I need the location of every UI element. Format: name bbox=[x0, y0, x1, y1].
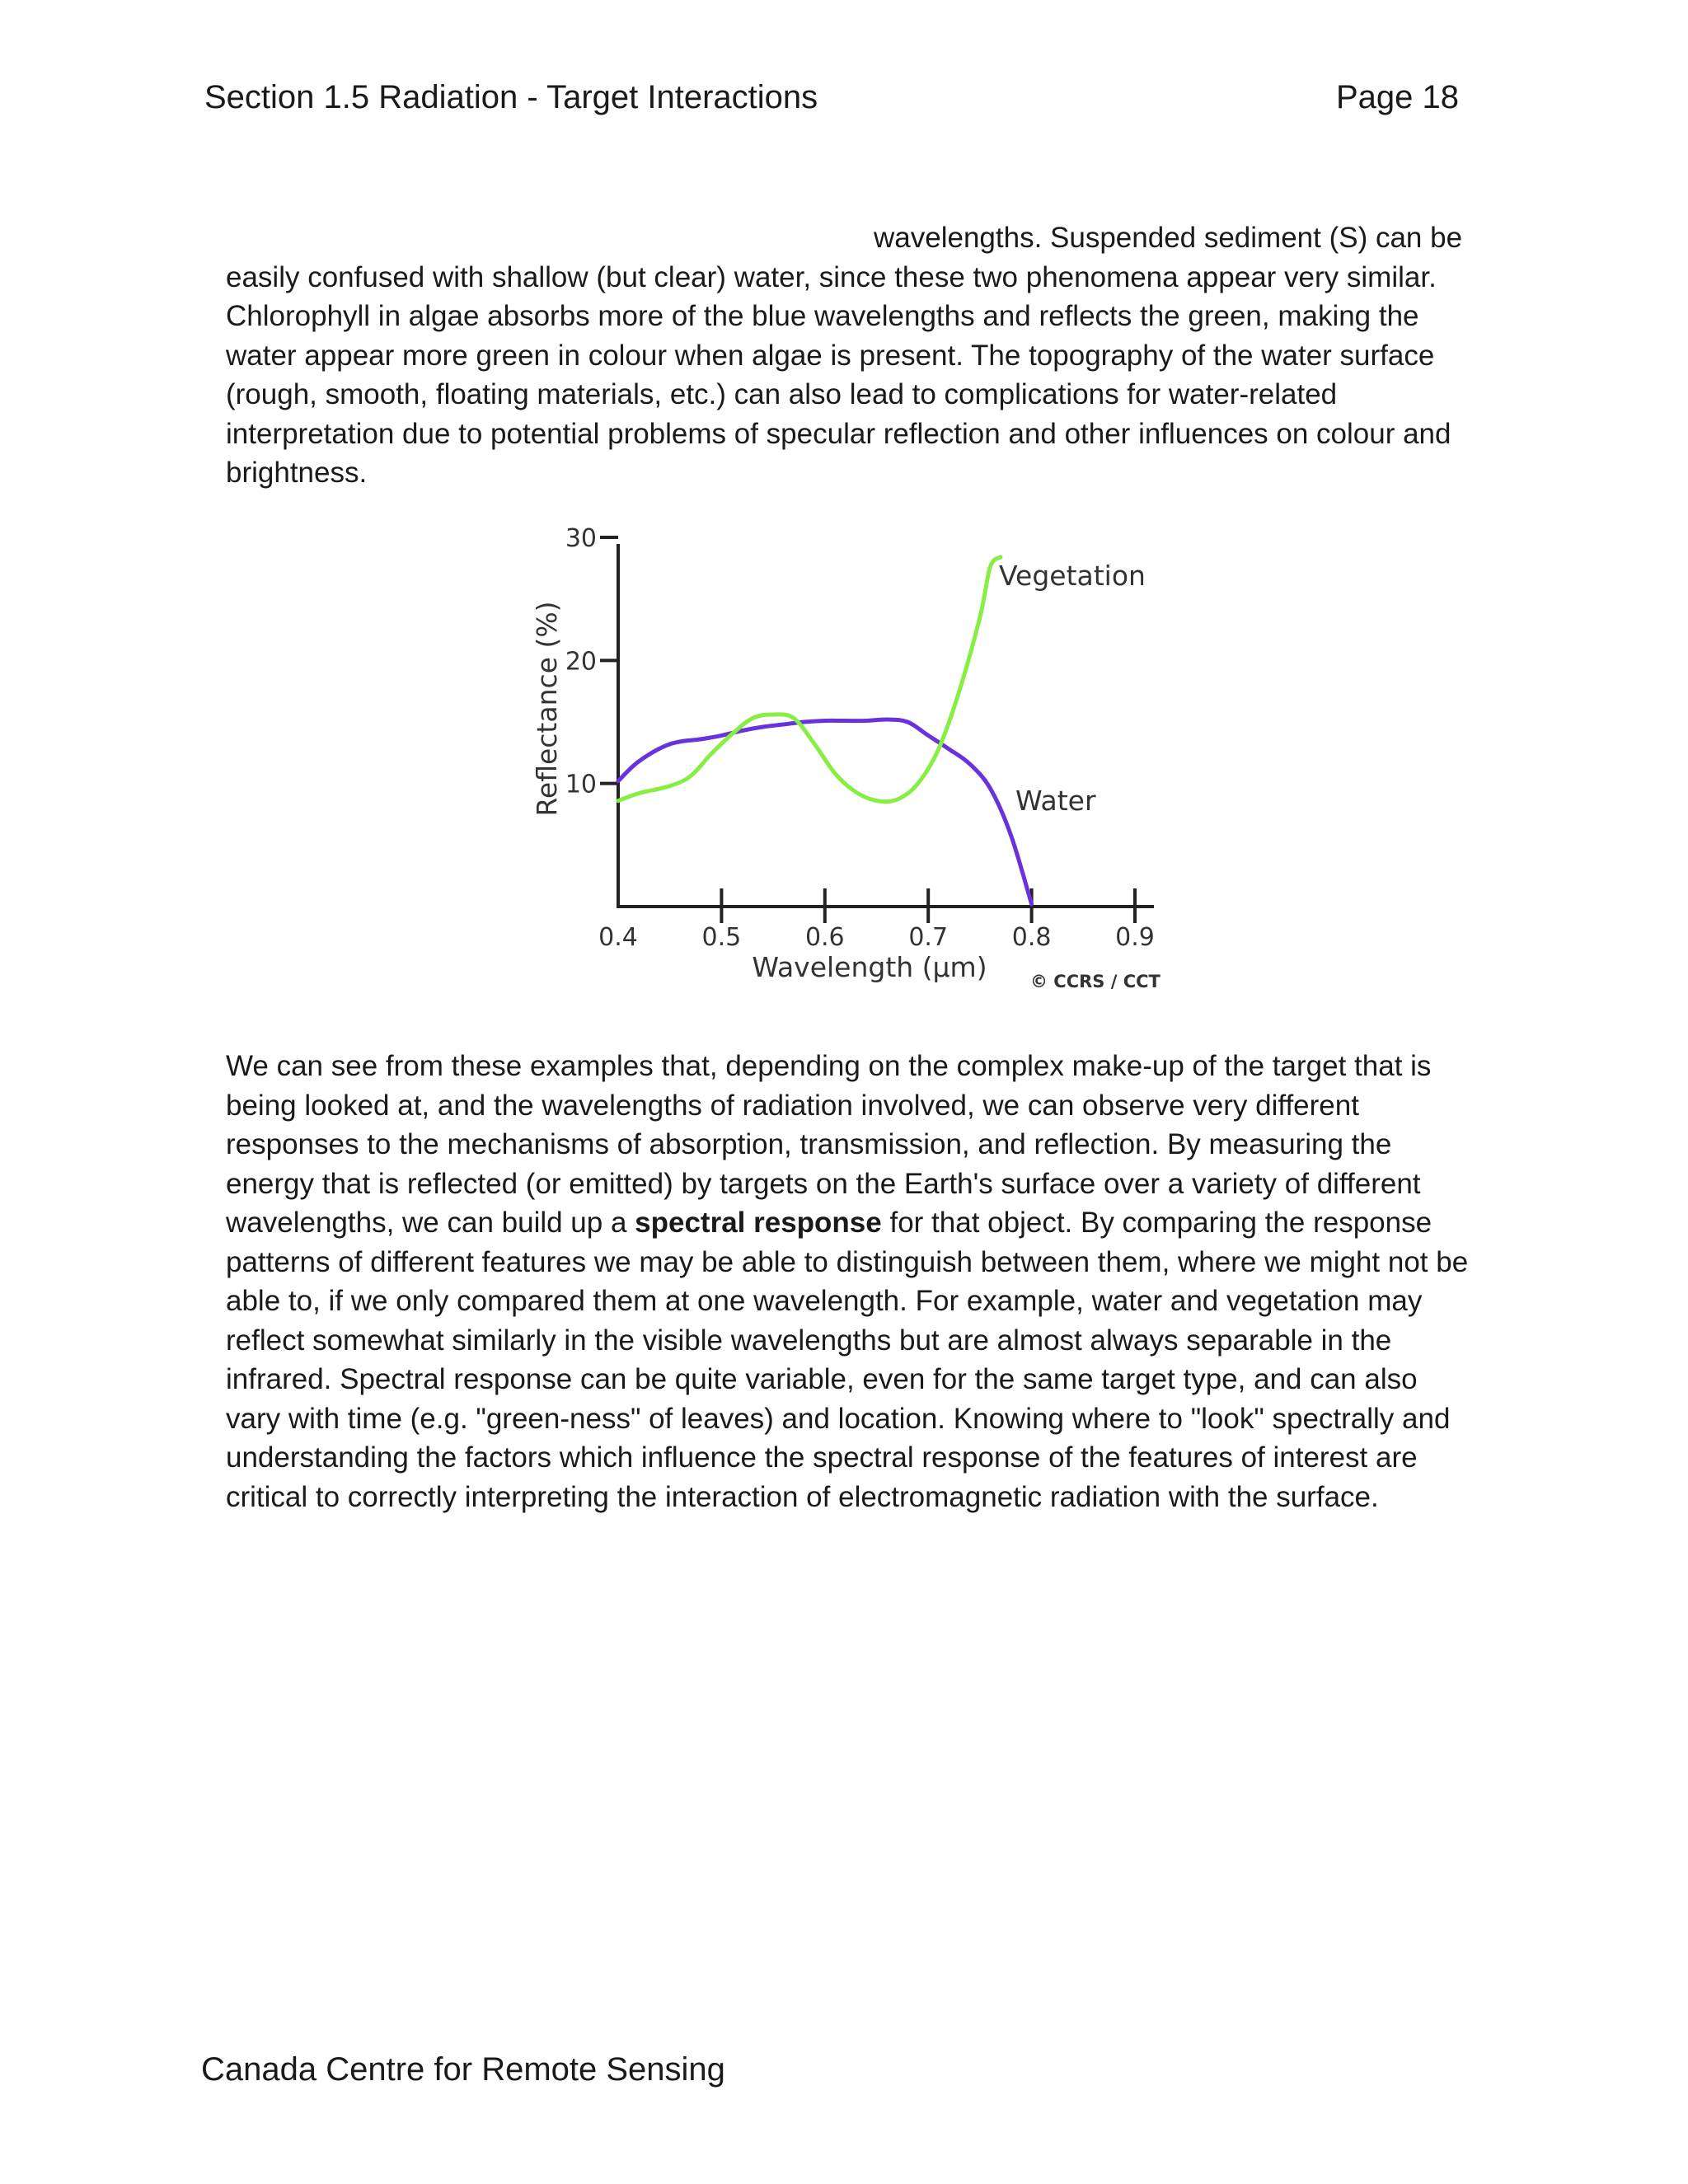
paragraph-text-start: We can see from these examples that, depending on the complex make-up of the target that is being looked at, and the wavelengths of radiation involved, we can observe very different responses to the mechanisms of absorption, transmission, and reflection. By measuring the energy that is reflected (or emitted) by targets on the Earth's surface over a variety of different wavelengths, we can build up a bbox=[226, 1050, 1432, 1239]
spectral-reflectance-figure bbox=[511, 511, 1179, 1014]
paragraph-spectral-response bbox=[226, 1047, 1479, 1516]
water-series-label: Water bbox=[1015, 785, 1096, 817]
y-tick-label: 10 bbox=[565, 770, 597, 799]
y-axis-label: Reflectance (%) bbox=[531, 601, 563, 817]
section-title: Section 1.5 Radiation - Target Interactions bbox=[204, 79, 818, 115]
paragraph-water-interpretation: wavelengths. Suspended sediment (S) can be easily confused with shallow (but clear) water, since these two phenomena appear very similar. Chlorophyll in algae absorbs more of the blue wavelengths and reflects the green, making the water appear more green in colour when algae is present. The topography of the water surface (rough, smooth, floating materials, etc.) can also lead to complications for water-related interpretation due to potential problems of specular reflection and other influences on colour and brightness. bbox=[226, 222, 1463, 489]
vegetation-series-line bbox=[618, 557, 1001, 802]
x-tick-label: 0.5 bbox=[701, 923, 742, 952]
x-tick-label: 0.7 bbox=[908, 923, 949, 952]
copyright-credit: © CCRS / CCT bbox=[1030, 972, 1160, 991]
y-tick-label: 30 bbox=[565, 524, 597, 553]
reflectance-chart bbox=[511, 511, 1179, 1014]
x-tick-label: 0.6 bbox=[804, 923, 845, 952]
x-tick-label: 0.8 bbox=[1011, 923, 1052, 952]
x-axis-label: Wavelength (µm) bbox=[752, 951, 987, 983]
vegetation-series-label: Vegetation bbox=[999, 560, 1146, 592]
page-number: Page 18 bbox=[1335, 79, 1459, 115]
water-series-line bbox=[618, 719, 1032, 904]
spectral-response-term: spectral response bbox=[635, 1207, 882, 1239]
footer-organization: Canada Centre for Remote Sensing bbox=[201, 2051, 725, 2088]
x-tick-label: 0.9 bbox=[1115, 923, 1155, 952]
paragraph-text-end: for that object. By comparing the response patterns of different features we may be able to distinguish between them, where we might not be able to, if we only compared them at one wavelength. For example, water and vegetation may reflect somewhat similarly in the visible wavelengths but are almost always separable in the infrared. Spectral response can be quite variable, even for the same target type, and can also vary with time (e.g. "green-ness" of leaves) and location. Knowing where to "look" spectrally and understanding the factors which influence the spectral response of the features of interest are critical to correctly interpreting the interaction of electromagnetic radiation with the surface. bbox=[226, 1207, 1469, 1513]
x-tick-label: 0.4 bbox=[598, 923, 638, 952]
y-tick-label: 20 bbox=[565, 647, 597, 677]
